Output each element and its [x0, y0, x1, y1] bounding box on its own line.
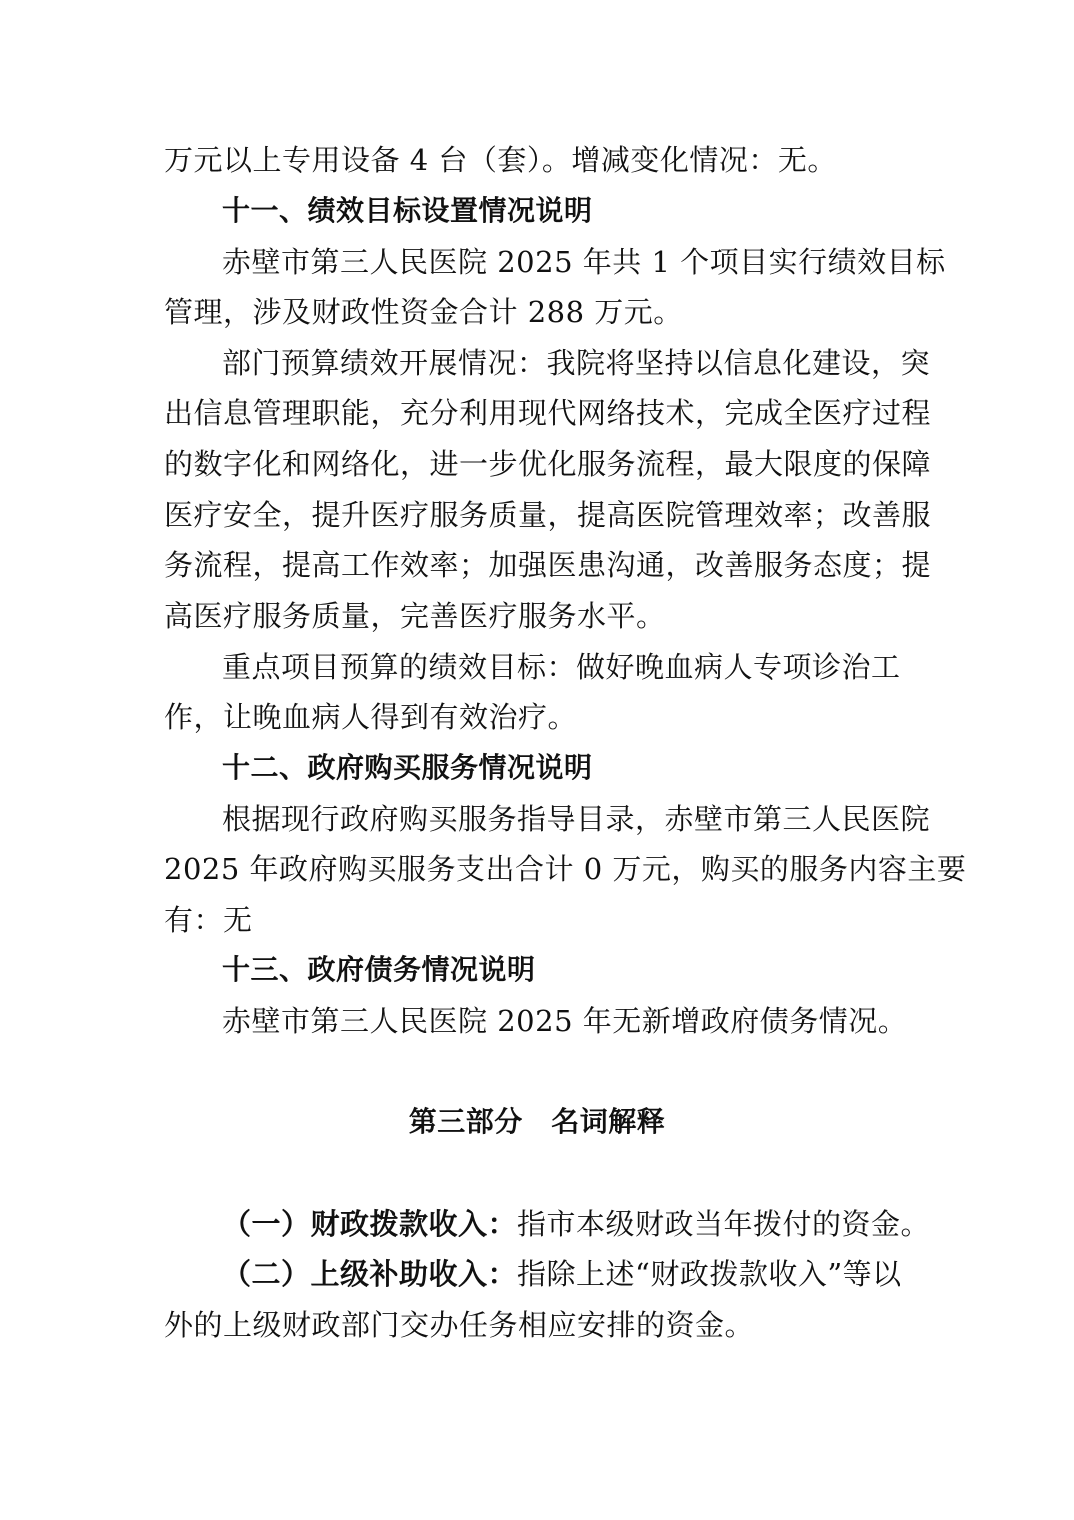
paragraph-line: 部门预算绩效开展情况：我院将坚持以信息化建设，突	[222, 346, 931, 380]
paragraph-line: 高医疗服务质量，完善医疗服务水平。	[164, 599, 666, 633]
paragraph-line: 赤壁市第三人民医院 2025 年共 1 个项目实行绩效目标	[222, 245, 946, 279]
definition-text: 指除上述“财政拨款收入”等以	[517, 1257, 902, 1291]
section-heading-13: 十三、政府债务情况说明	[222, 953, 536, 986]
section-heading-12: 十二、政府购买服务情况说明	[222, 751, 593, 784]
paragraph-line: 赤壁市第三人民医院 2025 年无新增政府债务情况。	[222, 1004, 908, 1038]
paragraph-line: 医疗安全，提升医疗服务质量，提高医院管理效率；改善服	[164, 498, 932, 532]
section-heading-11: 十一、绩效目标设置情况说明	[222, 194, 593, 227]
paragraph-line: 务流程，提高工作效率；加强医患沟通，改善服务态度；提	[164, 548, 932, 582]
definition-item-1	[222, 1206, 931, 1242]
paragraph-line: 重点项目预算的绩效目标：做好晚血病人专项诊治工	[222, 650, 901, 684]
paragraph-line: 管理，涉及财政性资金合计 288 万元。	[164, 295, 683, 329]
paragraph-line: 出信息管理职能，充分利用现代网络技术，完成全医疗过程	[164, 396, 932, 430]
definition-term: （二）上级补助收入：	[222, 1257, 518, 1291]
definition-text: 指市本级财政当年拨付的资金。	[517, 1207, 931, 1241]
part-title: 第三部分 名词解释	[408, 1105, 666, 1138]
paragraph-line: 外的上级财政部门交办任务相应安排的资金。	[164, 1308, 755, 1342]
definition-item-2	[222, 1256, 914, 1292]
paragraph-line: 根据现行政府购买服务指导目录，赤壁市第三人民医院	[222, 802, 931, 836]
paragraph-line: 的数字化和网络化，进一步优化服务流程，最大限度的保障	[164, 447, 932, 481]
paragraph-line: 万元以上专用设备 4 台（套）。增减变化情况：无。	[164, 143, 837, 177]
paragraph-line: 作，让晚血病人得到有效治疗。	[164, 700, 578, 734]
definition-term: （一）财政拨款收入：	[222, 1207, 518, 1241]
paragraph-line: 有：无	[164, 903, 253, 937]
paragraph-line: 2025 年政府购买服务支出合计 0 万元，购买的服务内容主要	[164, 852, 967, 886]
